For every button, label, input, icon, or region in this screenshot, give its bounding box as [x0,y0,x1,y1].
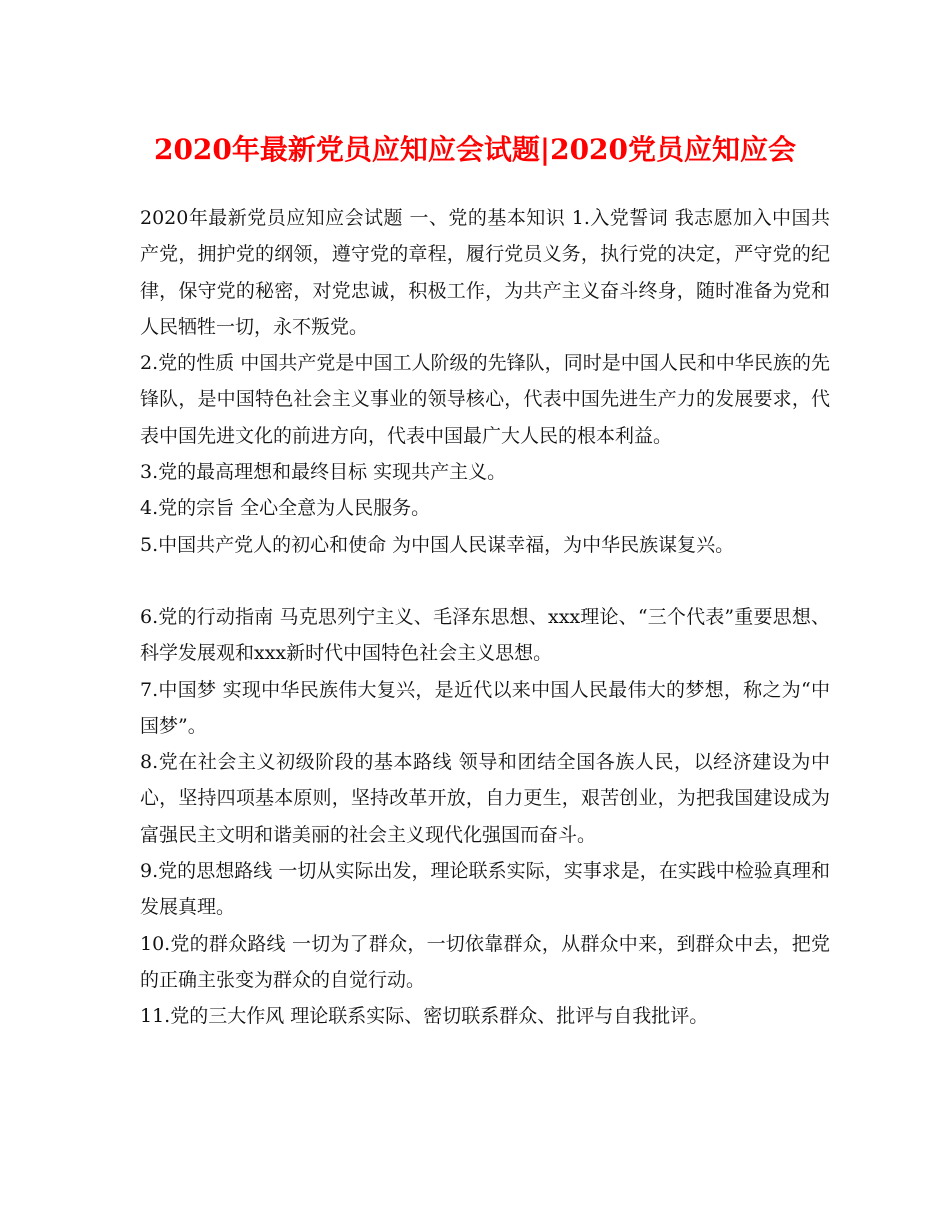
document-body [140,200,830,1035]
paragraph-mass-line: 10.党的群众路线 一切为了群众，一切依靠群众，从群众中来，到群众中去，把党的正确主张变为群众的自觉行动。 [140,932,830,991]
paragraph-intro-oath: 2020年最新党员应知应会试题 一、党的基本知识 1.入党誓词 我志愿加入中国共产党，拥护党的纲领，遵守党的章程，履行党员义务，执行党的决定，严守党的纪律，保守党的秘密，对党忠诚，积极工作，为共产主义奋斗终身，随时准备为党和人民牺牲一切，永不叛党。 [140,207,830,338]
paragraph-basic-line: 8.党在社会主义初级阶段的基本路线 领导和团结全国各族人民，以经济建设为中心，坚持四项基本原则，坚持改革开放，自力更生，艰苦创业，为把我国建设成为富强民主文明和谐美丽的社会主义现代化强国而奋斗。 [140,751,830,846]
paragraph-chinese-dream: 7.中国梦 实现中华民族伟大复兴，是近代以来中国人民最伟大的梦想，称之为“中国梦”。 [140,678,830,737]
paragraph-three-styles: 11.党的三大作风 理论联系实际、密切联系群众、批评与自我批评。 [140,1005,709,1028]
paragraph-guiding-thought: 6.党的行动指南 马克思列宁主义、毛泽东思想、xxx理论、“三个代表”重要思想、科学发展观和xxx新时代中国特色社会主义思想。 [140,605,830,665]
paragraph-highest-ideal: 3.党的最高理想和最终目标 实现共产主义。 [140,461,507,484]
paragraph-original-mission: 5.中国共产党人的初心和使命 为中国人民谋幸福，为中华民族谋复兴。 [140,533,735,556]
document-title: 2020年最新党员应知应会试题|2020党员应知应会 [153,133,797,166]
paragraph-ideological-line: 9.党的思想路线 一切从实际出发，理论联系实际，实事求是，在实践中检验真理和发展真理。 [140,860,830,919]
paragraph-party-purpose: 4.党的宗旨 全心全意为人民服务。 [140,497,431,520]
paragraph-spacer [140,563,830,599]
paragraph-party-nature: 2.党的性质 中国共产党是中国工人阶级的先锋队，同时是中国人民和中华民族的先锋队，是中国特色社会主义事业的领导核心，代表中国先进生产力的发展要求，代表中国先进文化的前进方向，代表中国最广大人民的根本利益。 [140,352,830,447]
